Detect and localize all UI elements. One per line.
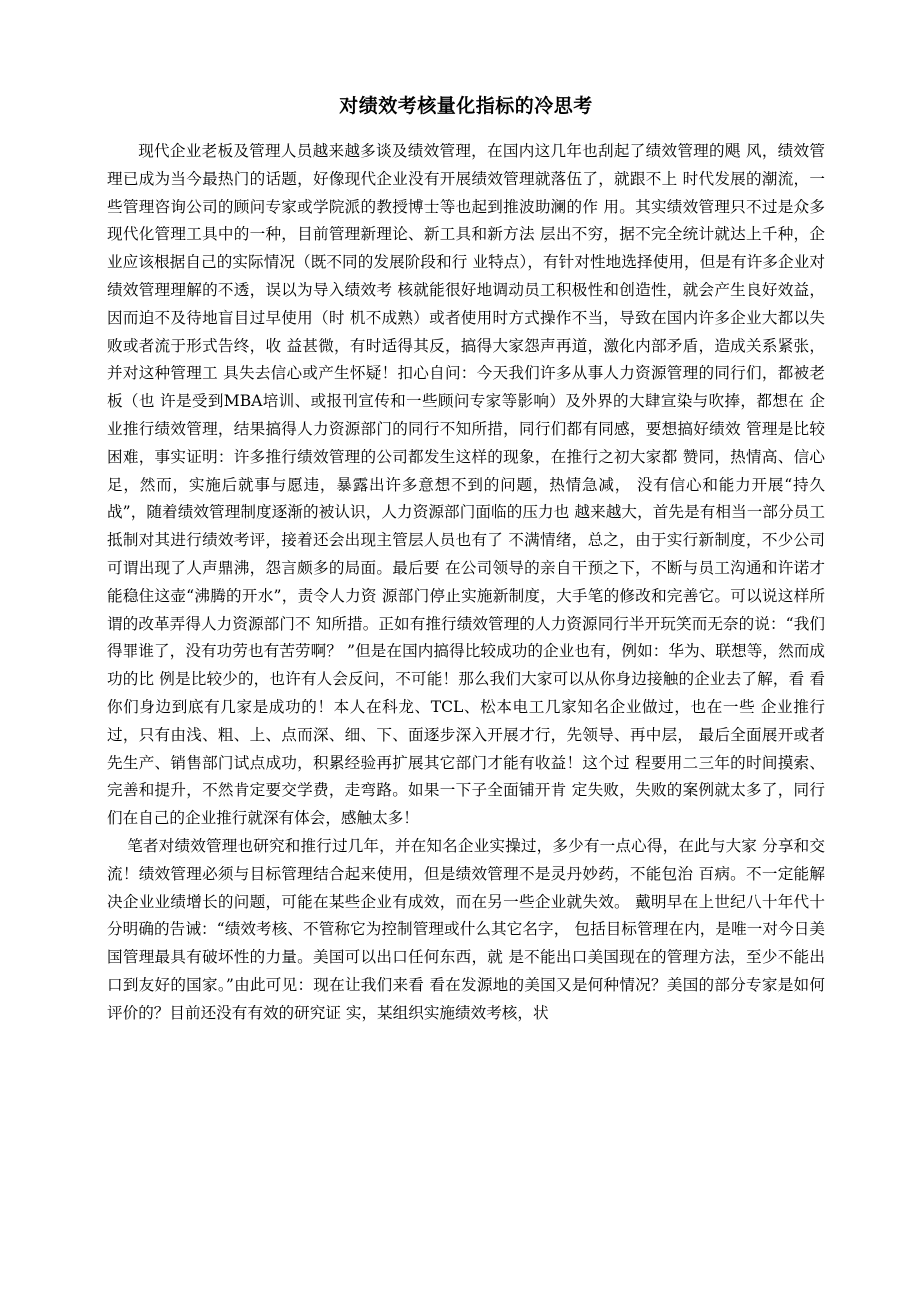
body-paragraph-1: 现代企业老板及管理人员越来越多谈及绩效管理，在国内这几年也刮起了绩效管理的飓 风，绩效管理已成为当今最热门的话题，好像现代企业没有开展绩效管理就落伍了，就跟不上 时代发展的潮流，一些管理咨询公司的顾问专家或学院派的教授博士等也起到推波助澜的作 用。其实绩效管理只不过是众多现代化管理工具中的一种，目前管理新理论、新工具和新方法 层出不穷，据不完全统计就达上千种，企业应该根据自己的实际情况（既不同的发展阶段和行 业特点），有针对性地选择使用，但是有许多企业对绩效管理理解的不透，误以为导入绩效考 核就能很好地调动员工积极性和创造性，就会产生良好效益，因而迫不及待地盲目过早使用（时 机不成熟）或者使用时方式操作不当，导致在国内许多企业大都以失败或者流于形式告终，收 益甚微，有时适得其反，搞得大家怨声再道，激化内部矛盾，造成关系紧张，并对这种管理工 具失去信心或产生怀疑！扣心自问：今天我们许多从事人力资源管理的同行们，都被老板（也 许是受到MBA培训、或报刊宣传和一些顾问专家等影响）及外界的大肆宣染与吹捧，都想在 企业推行绩效管理，结果搞得人力资源部门的同行不知所措，同行们都有同感，要想搞好绩效 管理是比较困难，事实证明：许多推行绩效管理的公司都发生这样的现象，在推行之初大家都 赞同，热情高、信心足，然而，实施后就事与愿违，暴露出许多意想不到的问题，热情急减， 没有信心和能力开展“持久战”，随着绩效管理制度逐渐的被认识，人力资源部门面临的压力也 越来越大，首先是有相当一部分员工抵制对其进行绩效考评，接着还会出现主管层人员也有了 不满情绪，总之，由于实行新制度，不少公司可谓出现了人声鼎沸，怨言颇多的局面。最后要 在公司领导的亲自干预之下，不断与员工沟通和许诺才能稳住这壶“沸腾的开水”，责令人力资 源部门停止实施新制度，大手笔的修改和完善它。可以说这样所谓的改革弄得人力资源部门不 知所措。正如有推行绩效管理的人力资源同行半开玩笑而无奈的说：“我们得罪谁了，没有功劳也有苦劳啊？ ”但是在国内搞得比较成功的企业也有，例如：华为、联想等，然而成功的比 例是比较少的，也许有人会反问，不可能！那么我们大家可以从你身边接触的企业去了解，看 看你们身边到底有几家是成功的！本人在科龙、TCL、松本电工几家知名企业做过，也在一些 企业推行过，只有由浅、粗、上、点而深、细、下、面逐步深入开展才行，先领导、再中层， 最后全面展开或者先生产、销售部门试点成功，积累经验再扩展其它部门才能有收益！这个过 程要用二三年的时间摸索、完善和提升，不然肯定要交学费，走弯路。如果一下子全面铺开肯 定失败，失败的案例就太多了，同行们在自己的企业推行就深有体会，感触太多！ <box>107 142 825 828</box>
document-title: 对绩效考核量化指标的冷思考 <box>339 95 593 117</box>
body-paragraph-2: 笔者对绩效管理也研究和推行过几年，并在知名企业实操过，多少有一点心得，在此与大家 分享和交流！绩效管理必须与目标管理结合起来使用，但是绩效管理不是灵丹妙药，不能包治 百病。不一定能解决企业业绩增长的问题，可能在某些企业有成效，而在另一些企业就失效。 戴明早在上世纪八十年代十分明确的告诫：“绩效考核、不管称它为控制管理或什么其它名字， 包括目标管理在内，是唯一对今日美国管理最具有破坏性的力量。美国可以出口任何东西，就 是不能出口美国现在的管理方法，至少不能出口到友好的国家。”由此可见：现在让我们来看 看在发源地的美国又是何种情况？美国的部分专家是如何评价的？目前还没有有效的研究证 实，某组织实施绩效考核，状 <box>107 836 825 1022</box>
